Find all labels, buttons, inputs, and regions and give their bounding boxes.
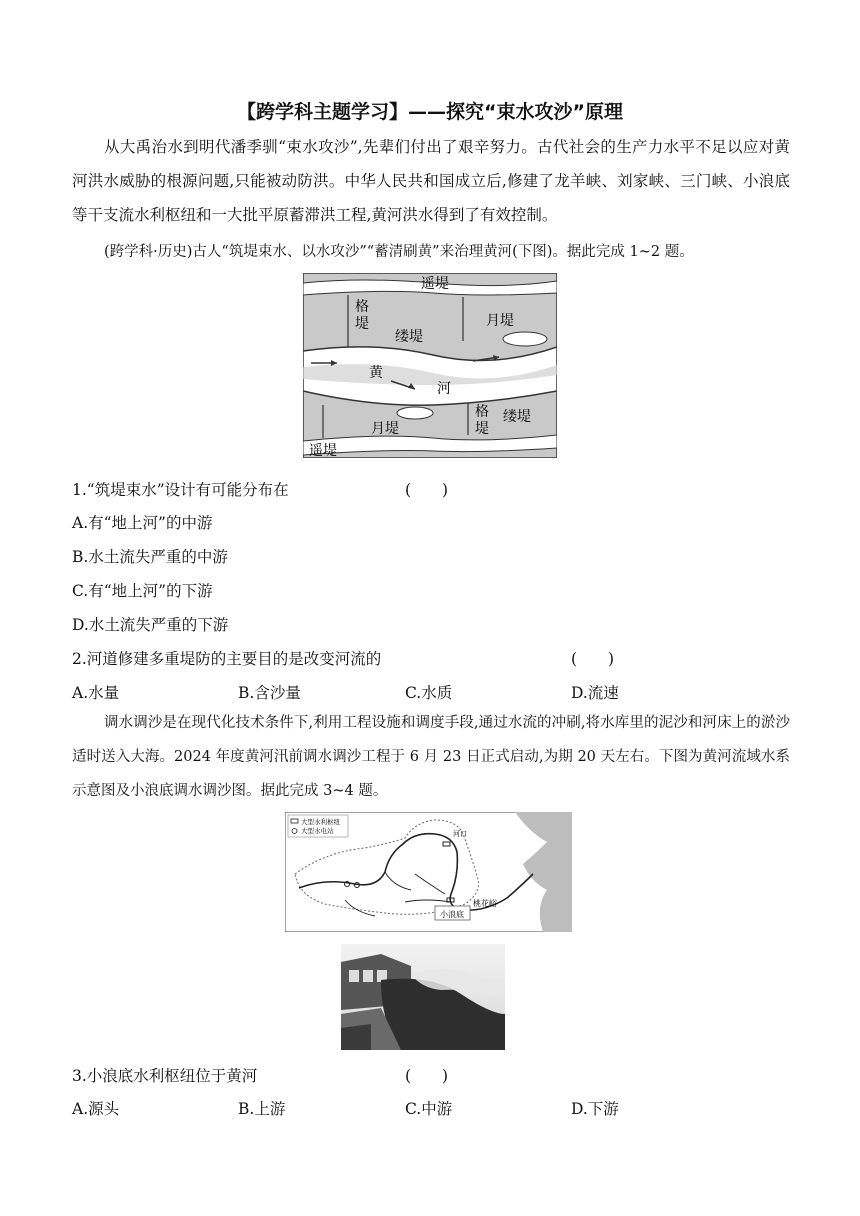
label-yaodi-bottom: 遥堤: [309, 443, 337, 458]
context-paragraph-1: (跨学科·历史)古人“筑堤束水、以水攻沙”“蓄清刷黄”来治理黄河(下图)。据此完成 1~2 题。: [104, 244, 694, 260]
page-title: 【跨学科主题学习】——探究“束水攻沙”原理: [237, 101, 623, 123]
question-1-option-b: B.水土流失严重的中游: [72, 548, 228, 566]
label-yuedi-bottom: 月堤: [371, 421, 399, 437]
question-3-option-a: A.源头: [72, 1100, 120, 1118]
question-1-option-d: D.水土流失严重的下游: [72, 616, 229, 634]
label-huang: 黄: [369, 365, 383, 381]
label-di-bottom: 堤: [475, 421, 489, 437]
question-3-option-b: B.上游: [238, 1100, 286, 1118]
question-2-stem: 2.河道修建多重堤防的主要目的是改变河流的: [72, 650, 382, 668]
question-2-option-c: C.水质: [405, 684, 453, 702]
question-1-option-a: A.有“地上河”的中游: [72, 514, 213, 532]
question-2-option-a: A.水量: [72, 684, 120, 702]
label-ge-top: 格: [355, 299, 369, 315]
question-2-option-d: D.流速: [571, 684, 619, 702]
question-1-answer-blank: ( ): [405, 481, 449, 499]
question-3-option-d: D.下游: [571, 1100, 619, 1118]
question-3-stem: 3.小浪底水利枢纽位于黄河: [72, 1067, 258, 1085]
yellow-river-map: [285, 812, 572, 932]
label-he: 河: [437, 381, 451, 397]
map-label-taohuayu: 桃花峪: [473, 899, 497, 908]
levee-diagram: [303, 273, 557, 458]
label-yuedi-top: 月堤: [486, 313, 514, 329]
intro-paragraph: 从大禹治水到明代潘季驯“束水攻沙”,先辈们付出了艰辛努力。古代社会的生产力水平不足以应对黄河洪水威胁的根源问题,只能被动防洪。中华人民共和国成立后,修建了龙羊峡、刘家峡、三门峡、小浪底等干支流水利枢纽和一大批平原蓄滞洪工程,黄河洪水得到了有效控制。: [72, 138, 790, 224]
map-label-xiaolangdi: 小浪底: [440, 910, 464, 919]
question-2-option-b: B.含沙量: [238, 684, 301, 702]
question-3-answer-blank: ( ): [405, 1067, 449, 1085]
label-ge-bottom: 格: [475, 404, 489, 420]
legend-hydropower: 大型水电站: [301, 827, 334, 835]
question-1-stem: 1.“筑堤束水”设计有可能分布在: [72, 481, 289, 499]
context-paragraph-2: 调水调沙是在现代化技术条件下,利用工程设施和调度手段,通过水流的冲刷,将水库里的泥沙和河床上的淤沙适时送入大海。2024 年度黄河汛前调水调沙工程于 6 月 23 日正式启动,为期 20 天左右。下图为黄河流域水系示意图及小浪底调水调沙图。据此完成 3~4 题。: [72, 715, 790, 799]
label-loudi-bottom: 缕堤: [503, 409, 531, 425]
map-label-hekou: 河口: [453, 830, 467, 838]
xiaolangdi-flushing-photo: [341, 944, 505, 1050]
label-loudi-top: 缕堤: [395, 329, 423, 345]
label-di-top: 堤: [355, 316, 369, 332]
question-1-option-c: C.有“地上河”的下游: [72, 582, 213, 600]
legend-hydro-hub: 大型水利枢纽: [301, 818, 340, 826]
question-2-answer-blank: ( ): [571, 650, 615, 668]
label-yaodi-top: 遥堤: [421, 276, 449, 292]
question-3-option-c: C.中游: [405, 1100, 453, 1118]
